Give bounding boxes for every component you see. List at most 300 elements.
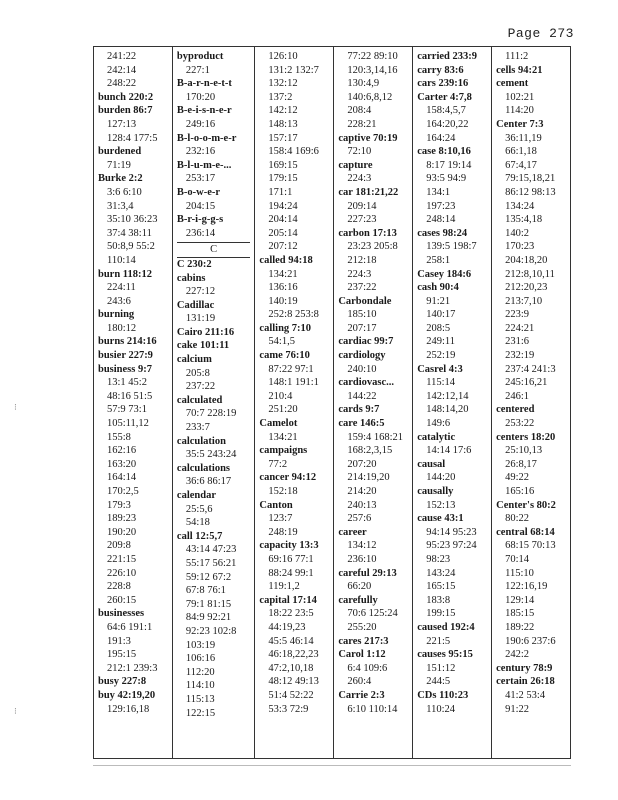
index-reference: 132:12 bbox=[268, 78, 298, 90]
index-reference: 144:22 bbox=[347, 390, 377, 402]
index-reference: 207:17 bbox=[347, 322, 377, 334]
index-reference: 46:18,22,23 bbox=[268, 649, 319, 661]
index-reference: 66:1,18 bbox=[505, 146, 537, 158]
index-term: causally bbox=[417, 486, 454, 497]
index-reference: 223:9 bbox=[505, 309, 530, 321]
index-reference: 119:1,2 bbox=[268, 581, 300, 593]
index-reference: 157:17 bbox=[268, 132, 298, 144]
index-reference: 245:16,21 bbox=[505, 377, 548, 389]
index-term: B-a-r-n-e-t-t bbox=[176, 78, 232, 90]
index-term: caused 192:4 bbox=[417, 621, 475, 633]
index-reference: 165:15 bbox=[426, 581, 456, 593]
index-reference: 169:15 bbox=[268, 159, 298, 171]
index-reference: 43:14 47:23 bbox=[185, 544, 237, 556]
index-reference: 152:18 bbox=[268, 486, 298, 497]
index-reference: 111:2 bbox=[505, 51, 529, 62]
index-reference: 25:5,6 bbox=[185, 503, 213, 515]
index-term: burns 214:16 bbox=[98, 336, 157, 348]
index-reference: 163:20 bbox=[107, 458, 137, 470]
index-reference: 134:1 bbox=[426, 186, 451, 198]
index-reference: 112:20 bbox=[185, 666, 215, 678]
index-term: B-o-w-e-r bbox=[176, 186, 221, 198]
index-reference: 207:12 bbox=[268, 241, 298, 253]
index-reference: 170:23 bbox=[505, 241, 535, 253]
index-term: captive 70:19 bbox=[338, 132, 398, 144]
index-reference: 67:8 76:1 bbox=[185, 585, 226, 597]
index-reference: 114:10 bbox=[185, 680, 215, 692]
index-reference: 13:1 45:2 bbox=[107, 377, 147, 389]
index-reference: 205:14 bbox=[268, 227, 298, 239]
index-term: cases 98:24 bbox=[417, 227, 468, 239]
index-reference: 77:2 bbox=[268, 458, 288, 470]
index-reference: 224:3 bbox=[347, 268, 372, 280]
index-reference: 208:5 bbox=[426, 322, 451, 334]
index-reference: 164:24 bbox=[426, 132, 456, 144]
index-reference: 64:6 191:1 bbox=[107, 621, 153, 633]
index-reference: 41:2 53:4 bbox=[505, 689, 546, 701]
index-reference: 195:15 bbox=[107, 649, 137, 661]
index-reference: 57:9 73:1 bbox=[107, 404, 147, 416]
index-term: central 68:14 bbox=[496, 526, 555, 538]
index-term: cause 43:1 bbox=[417, 513, 464, 525]
index-reference: 185:15 bbox=[505, 608, 535, 620]
index-reference: 158:4 169:6 bbox=[268, 146, 319, 158]
index-term: careful 29:13 bbox=[338, 567, 397, 579]
index-reference: 212:8,10,11 bbox=[505, 268, 555, 280]
index-reference: 36:11,19 bbox=[505, 132, 542, 144]
index-term: case 8:10,16 bbox=[417, 146, 471, 158]
index-reference: 170:2,5 bbox=[107, 486, 139, 497]
index-reference: 140:19 bbox=[268, 295, 298, 307]
index-term: cards 9:7 bbox=[338, 404, 380, 416]
index-term: care 146:5 bbox=[338, 418, 385, 430]
index-reference: 44:19,23 bbox=[268, 621, 306, 633]
index-reference: 67:4,17 bbox=[505, 159, 537, 171]
index-reference: 242:2 bbox=[505, 649, 530, 661]
index-reference: 221:15 bbox=[107, 553, 137, 565]
index-term: called 94:18 bbox=[259, 254, 313, 266]
index-reference: 162:16 bbox=[107, 445, 137, 457]
index-reference: 80:22 bbox=[505, 513, 530, 525]
index-term: capture bbox=[338, 159, 373, 171]
index-reference: 190:20 bbox=[107, 526, 137, 538]
index-term: businesses bbox=[98, 608, 145, 620]
index-reference: 212:18 bbox=[347, 254, 377, 266]
index-reference: 210:4 bbox=[268, 390, 293, 402]
index-reference: 53:3 72:9 bbox=[268, 703, 309, 715]
index-term: carbon 17:13 bbox=[338, 227, 397, 239]
index-term: B-l-u-m-e-... bbox=[176, 159, 232, 171]
index-term: C 230:2 bbox=[176, 258, 212, 270]
index-term: cement bbox=[496, 78, 529, 90]
index-reference: 54:18 bbox=[185, 517, 210, 529]
index-reference: 134:24 bbox=[505, 200, 535, 212]
index-reference: 227:12 bbox=[185, 286, 216, 298]
index-reference: 110:14 bbox=[107, 254, 136, 266]
index-reference: 212:1 239:3 bbox=[107, 662, 158, 674]
index-term: carry 83:6 bbox=[417, 64, 464, 76]
index-reference: 224:3 bbox=[347, 173, 372, 185]
index-reference: 204:14 bbox=[268, 214, 298, 226]
index-reference: 249:16 bbox=[185, 118, 216, 130]
index-reference: 55:17 56:21 bbox=[185, 557, 237, 569]
index-reference: 70:6 125:24 bbox=[347, 608, 398, 620]
index-reference: 242:14 bbox=[107, 64, 137, 76]
index-reference: 79:15,18,21 bbox=[505, 173, 556, 185]
index-term: calculated bbox=[176, 394, 223, 406]
index-term: capacity 13:3 bbox=[259, 540, 319, 552]
index-term: Camelot bbox=[259, 418, 298, 430]
index-term: calculations bbox=[176, 462, 230, 474]
index-reference: 140:6,8,12 bbox=[347, 91, 393, 103]
index-term: cash 90:4 bbox=[417, 282, 459, 294]
index-reference: 249:11 bbox=[426, 336, 455, 348]
index-reference: 139:5 198:7 bbox=[426, 241, 477, 253]
index-reference: 164:20,22 bbox=[426, 118, 469, 130]
index-reference: 14:14 17:6 bbox=[426, 445, 472, 457]
index-reference: 91:22 bbox=[505, 703, 530, 715]
index-term: Carrie 2:3 bbox=[338, 689, 385, 701]
index-reference: 252:8 253:8 bbox=[268, 309, 319, 321]
index-reference: 123:7 bbox=[268, 513, 293, 525]
index-reference: 94:14 95:23 bbox=[426, 526, 477, 538]
index-reference: 232:16 bbox=[185, 146, 216, 158]
index-reference: 105:11,12 bbox=[107, 418, 149, 430]
index-reference: 191:3 bbox=[107, 635, 131, 647]
index-reference: 232:19 bbox=[505, 350, 535, 362]
index-term: Carter 4:7,8 bbox=[417, 91, 472, 103]
index-reference: 134:21 bbox=[268, 431, 298, 443]
index-reference: 227:1 bbox=[185, 64, 210, 76]
index-reference: 236:14 bbox=[185, 227, 216, 239]
index-reference: 204:18,20 bbox=[505, 254, 548, 266]
index-term: career bbox=[338, 526, 367, 538]
index-term: call 12:5,7 bbox=[176, 530, 223, 542]
index-reference: 240:10 bbox=[347, 363, 377, 375]
index-reference: 102:21 bbox=[505, 91, 535, 103]
index-reference: 87:22 97:1 bbox=[268, 363, 314, 375]
index-term: centered bbox=[496, 404, 535, 416]
index-reference: 130:4,9 bbox=[347, 78, 380, 90]
index-reference: 8:17 19:14 bbox=[426, 159, 472, 171]
index-term: cabins bbox=[176, 272, 206, 284]
index-reference: 128:4 177:5 bbox=[107, 132, 158, 144]
index-reference: 98:23 bbox=[426, 553, 451, 565]
index-reference: 115:13 bbox=[185, 693, 215, 705]
index-reference: 179:3 bbox=[107, 499, 131, 511]
index-term: B-r-i-g-g-s bbox=[176, 214, 224, 226]
index-term: causes 95:15 bbox=[417, 649, 473, 661]
index-reference: 45:5 46:14 bbox=[268, 635, 314, 647]
index-reference: 91:21 bbox=[426, 295, 451, 307]
index-reference: 207:20 bbox=[347, 458, 377, 470]
index-term: car 181:21,22 bbox=[338, 186, 399, 198]
index-reference: 248:19 bbox=[268, 526, 298, 538]
index-term: bunch 220:2 bbox=[98, 91, 154, 103]
index-reference: 140:2 bbox=[505, 227, 530, 239]
index-reference: 137:2 bbox=[268, 91, 293, 103]
index-term: cells 94:21 bbox=[496, 64, 543, 76]
index-term: calculation bbox=[176, 435, 226, 447]
index-reference: 142:12,14 bbox=[426, 390, 469, 402]
index-reference: 66:20 bbox=[347, 581, 372, 593]
index-term: cardiology bbox=[338, 350, 386, 362]
index-reference: 6:4 109:6 bbox=[347, 662, 388, 674]
index-reference: 48:12 49:13 bbox=[268, 676, 319, 688]
index-column-1 bbox=[94, 47, 173, 758]
index-reference: 68:15 70:13 bbox=[505, 540, 556, 552]
section-letter: C bbox=[177, 243, 251, 258]
index-term: centers 18:20 bbox=[496, 431, 556, 443]
index-reference: 95:23 97:24 bbox=[426, 540, 477, 552]
index-reference: 243:6 bbox=[107, 295, 131, 307]
index-reference: 227:23 bbox=[347, 214, 377, 226]
index-reference: 165:16 bbox=[505, 486, 535, 497]
index-reference: 31:3,4 bbox=[107, 200, 134, 212]
index-reference: 170:20 bbox=[185, 91, 216, 103]
index-reference: 142:12 bbox=[268, 105, 298, 117]
index-table bbox=[93, 46, 571, 759]
index-reference: 185:10 bbox=[347, 309, 377, 321]
index-term: burden 86:7 bbox=[98, 105, 153, 117]
index-column-5 bbox=[413, 47, 492, 758]
index-reference: 189:23 bbox=[107, 513, 137, 525]
index-term: Casey 184:6 bbox=[417, 268, 472, 280]
index-reference: 237:4 241:3 bbox=[505, 363, 556, 375]
index-term: carried 233:9 bbox=[417, 51, 477, 62]
index-term: campaigns bbox=[259, 445, 308, 457]
binding-mark: ⁝ bbox=[14, 402, 17, 412]
index-reference: 260:15 bbox=[107, 594, 137, 606]
index-reference: 114:20 bbox=[505, 105, 534, 117]
index-term: cardiovasc... bbox=[338, 377, 395, 389]
index-reference: 115:14 bbox=[426, 377, 455, 389]
index-reference: 244:5 bbox=[426, 676, 451, 688]
index-term: byproduct bbox=[176, 51, 224, 62]
index-reference: 72:10 bbox=[347, 146, 372, 158]
index-column-6 bbox=[492, 47, 570, 758]
index-reference: 86:12 98:13 bbox=[505, 186, 556, 198]
index-reference: 140:17 bbox=[426, 309, 456, 321]
index-reference: 93:5 94:9 bbox=[426, 173, 467, 185]
index-reference: 183:8 bbox=[426, 594, 451, 606]
index-reference: 248:22 bbox=[107, 78, 137, 90]
index-reference: 248:14 bbox=[426, 214, 456, 226]
index-reference: 255:20 bbox=[347, 621, 377, 633]
index-reference: 115:10 bbox=[505, 567, 534, 579]
index-term: burn 118:12 bbox=[98, 268, 152, 280]
index-term: calcium bbox=[176, 354, 212, 366]
index-reference: 260:4 bbox=[347, 676, 372, 688]
index-reference: 171:1 bbox=[268, 186, 293, 198]
index-term: Burke 2:2 bbox=[98, 173, 143, 185]
index-term: came 76:10 bbox=[259, 350, 310, 362]
index-term: Casrel 4:3 bbox=[417, 363, 463, 375]
index-reference: 237:22 bbox=[347, 282, 377, 294]
index-term: burdened bbox=[98, 146, 142, 158]
index-reference: 155:8 bbox=[107, 431, 131, 443]
index-reference: 92:23 102:8 bbox=[185, 625, 237, 637]
index-reference: 3:6 6:10 bbox=[107, 186, 142, 198]
index-reference: 48:16 51:5 bbox=[107, 390, 153, 402]
index-reference: 103:19 bbox=[185, 639, 216, 651]
index-reference: 209:14 bbox=[347, 200, 377, 212]
index-reference: 126:10 bbox=[268, 51, 298, 62]
index-reference: 214:19,20 bbox=[347, 472, 390, 484]
index-reference: 257:6 bbox=[347, 513, 372, 525]
index-reference: 106:16 bbox=[185, 653, 216, 665]
index-reference: 233:7 bbox=[185, 422, 210, 434]
index-reference: 136:16 bbox=[268, 282, 298, 294]
index-term: Center's 80:2 bbox=[496, 499, 556, 511]
page-number: Page 273 bbox=[507, 26, 574, 41]
index-reference: 179:15 bbox=[268, 173, 298, 185]
index-term: buy 42:19,20 bbox=[98, 689, 156, 701]
index-term: calling 7:10 bbox=[259, 322, 312, 334]
index-reference: 148:14,20 bbox=[426, 404, 469, 416]
index-reference: 164:14 bbox=[107, 472, 137, 484]
index-reference: 152:13 bbox=[426, 499, 456, 511]
index-reference: 252:19 bbox=[426, 350, 456, 362]
index-reference: 159:4 168:21 bbox=[347, 431, 404, 443]
index-reference: 122:15 bbox=[185, 707, 216, 719]
index-column-3 bbox=[255, 47, 334, 758]
index-reference: 151:12 bbox=[426, 662, 456, 674]
index-reference: 47:2,10,18 bbox=[268, 662, 314, 674]
index-term: carefully bbox=[338, 594, 378, 606]
index-reference: 50:8,9 55:2 bbox=[107, 241, 155, 253]
index-reference: 224:21 bbox=[505, 322, 535, 334]
index-reference: 59:12 67:2 bbox=[185, 571, 232, 583]
index-reference: 134:21 bbox=[268, 268, 298, 280]
index-term: burning bbox=[98, 309, 135, 321]
index-reference: 127:13 bbox=[107, 118, 137, 130]
index-term: Cadillac bbox=[176, 299, 215, 311]
index-reference: 224:11 bbox=[107, 282, 136, 294]
index-term: cares 217:3 bbox=[338, 635, 389, 647]
index-term: Carbondale bbox=[338, 295, 392, 307]
index-reference: 149:6 bbox=[426, 418, 451, 430]
index-reference: 70:14 bbox=[505, 553, 530, 565]
index-reference: 209:8 bbox=[107, 540, 131, 552]
index-reference: 208:4 bbox=[347, 105, 372, 117]
footer-rule bbox=[93, 765, 571, 766]
index-reference: 204:15 bbox=[185, 200, 216, 212]
index-reference: 189:22 bbox=[505, 621, 535, 633]
index-term: causal bbox=[417, 458, 446, 470]
index-term: Center 7:3 bbox=[496, 118, 544, 130]
index-term: Carol 1:12 bbox=[338, 649, 386, 661]
index-term: B-e-i-s-n-e-r bbox=[176, 105, 232, 117]
index-term: busier 227:9 bbox=[98, 350, 153, 362]
index-reference: 253:17 bbox=[185, 173, 216, 185]
index-reference: 148:1 191:1 bbox=[268, 377, 319, 389]
index-reference: 23:23 205:8 bbox=[347, 241, 398, 253]
index-term: busy 227:8 bbox=[98, 676, 147, 688]
index-reference: 110:24 bbox=[426, 703, 455, 715]
index-reference: 51:4 52:22 bbox=[268, 689, 314, 701]
index-reference: 194:24 bbox=[268, 200, 298, 212]
index-reference: 36:6 86:17 bbox=[185, 476, 232, 488]
index-reference: 241:22 bbox=[107, 51, 137, 62]
index-reference: 122:16,19 bbox=[505, 581, 548, 593]
index-reference: 84:9 92:21 bbox=[185, 612, 232, 624]
index-reference: 236:10 bbox=[347, 553, 377, 565]
index-reference: 69:16 77:1 bbox=[268, 553, 314, 565]
index-reference: 205:8 bbox=[185, 367, 210, 379]
index-term: cancer 94:12 bbox=[259, 472, 317, 484]
index-reference: 226:10 bbox=[107, 567, 137, 579]
index-reference: 131:19 bbox=[185, 313, 216, 325]
index-reference: 129:16,18 bbox=[107, 703, 150, 715]
index-column-4 bbox=[334, 47, 413, 758]
index-reference: 37:4 38:11 bbox=[107, 227, 152, 239]
index-term: catalytic bbox=[417, 431, 456, 443]
index-term: century 78:9 bbox=[496, 662, 553, 674]
index-term: cardiac 99:7 bbox=[338, 336, 394, 348]
index-reference: 221:5 bbox=[426, 635, 451, 647]
index-reference: 258:1 bbox=[426, 254, 451, 266]
index-reference: 231:6 bbox=[505, 336, 530, 348]
index-term: CDs 110:23 bbox=[417, 689, 469, 701]
index-reference: 168:2,3,15 bbox=[347, 445, 393, 457]
index-reference: 144:20 bbox=[426, 472, 456, 484]
index-column-2 bbox=[173, 47, 256, 758]
index-reference: 143:24 bbox=[426, 567, 456, 579]
index-reference: 131:2 132:7 bbox=[268, 64, 319, 76]
index-reference: 49:22 bbox=[505, 472, 530, 484]
binding-mark: ⁝ bbox=[14, 706, 17, 716]
index-reference: 253:22 bbox=[505, 418, 535, 430]
index-reference: 197:23 bbox=[426, 200, 456, 212]
index-reference: 190:6 237:6 bbox=[505, 635, 556, 647]
index-term: capital 17:14 bbox=[259, 594, 317, 606]
index-reference: 54:1,5 bbox=[268, 336, 295, 348]
index-reference: 134:12 bbox=[347, 540, 377, 552]
index-term: certain 26:18 bbox=[496, 676, 555, 688]
index-term: calendar bbox=[176, 490, 216, 501]
index-reference: 88:24 99:1 bbox=[268, 567, 314, 579]
index-reference: 228:21 bbox=[347, 118, 377, 130]
index-reference: 180:12 bbox=[107, 322, 137, 334]
index-reference: 237:22 bbox=[185, 381, 216, 393]
index-reference: 135:4,18 bbox=[505, 214, 543, 226]
index-term: cake 101:11 bbox=[176, 340, 230, 352]
index-term: cars 239:16 bbox=[417, 78, 469, 90]
index-reference: 129:14 bbox=[505, 594, 535, 606]
index-reference: 26:8,17 bbox=[505, 458, 537, 470]
index-term: Canton bbox=[259, 499, 293, 511]
index-reference: 214:20 bbox=[347, 486, 377, 497]
index-reference: 77:22 89:10 bbox=[347, 51, 398, 62]
index-reference: 18:22 23:5 bbox=[268, 608, 314, 620]
index-reference: 240:13 bbox=[347, 499, 377, 511]
index-term: Cairo 211:16 bbox=[176, 326, 235, 338]
index-reference: 199:15 bbox=[426, 608, 456, 620]
index-reference: 120:3,14,16 bbox=[347, 64, 398, 76]
index-reference: 35:5 243:24 bbox=[185, 449, 237, 461]
index-reference: 212:20,23 bbox=[505, 282, 548, 294]
index-reference: 6:10 110:14 bbox=[347, 703, 398, 715]
index-term: business 9:7 bbox=[98, 363, 152, 375]
index-reference: 246:1 bbox=[505, 390, 530, 402]
index-reference: 25:10,13 bbox=[505, 445, 543, 457]
index-term: B-l-o-o-m-e-r bbox=[176, 132, 237, 144]
index-reference: 228:8 bbox=[107, 581, 131, 593]
index-reference: 79:1 81:15 bbox=[185, 598, 232, 610]
index-reference: 35:10 36:23 bbox=[107, 214, 158, 226]
index-reference: 70:7 228:19 bbox=[185, 408, 237, 420]
